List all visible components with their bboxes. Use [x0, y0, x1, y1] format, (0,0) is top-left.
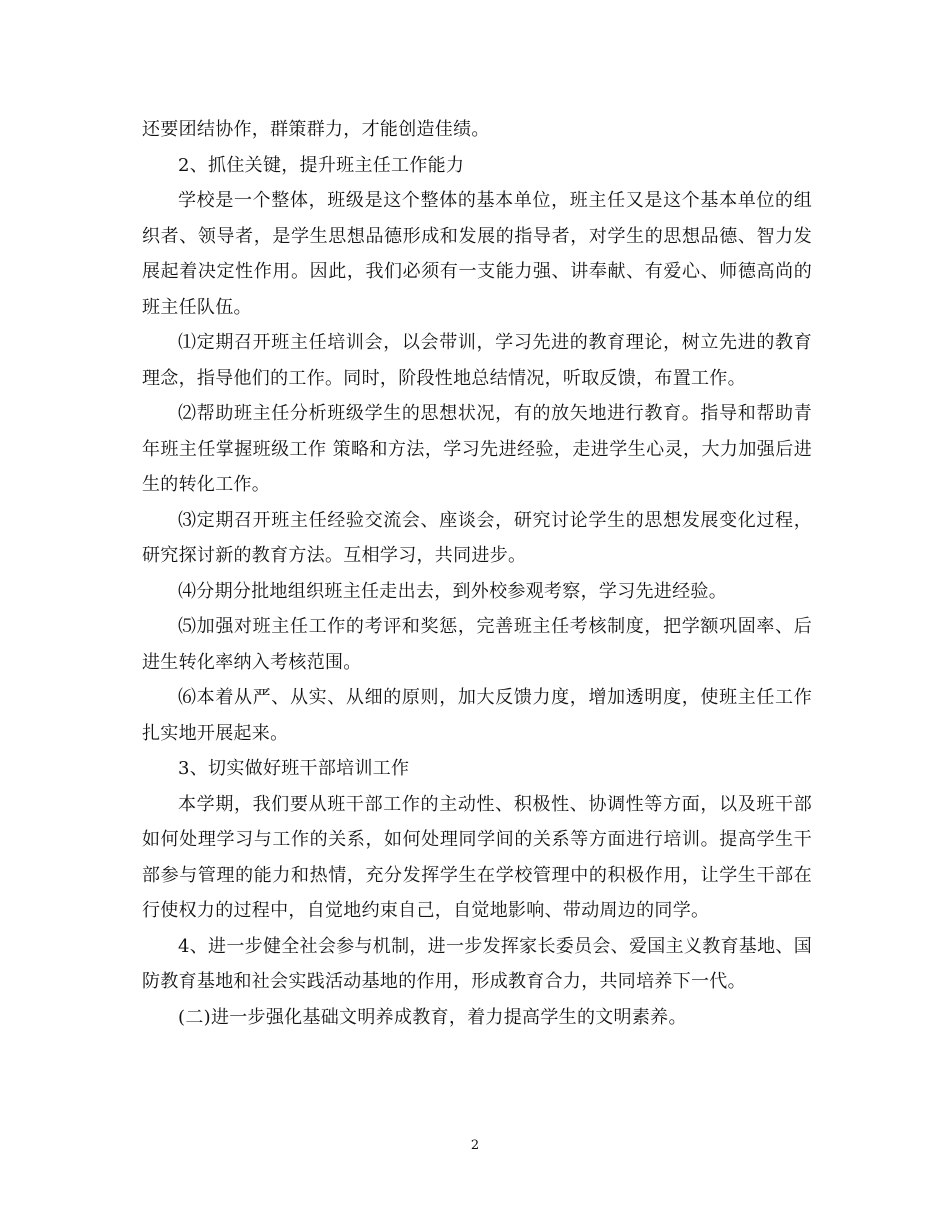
list-item-2: ⑵帮助班主任分析班级学生的思想状况，有的放矢地进行教育。指导和帮助青年班主任掌握班级工作 策略和方法，学习先进经验，走进学生心灵，大力加强后进生的转化工作。 [142, 403, 812, 495]
list-item-6: ⑹本着从严、从实、从细的原则，加大反馈力度，增加透明度，使班主任工作扎实地开展起来。 [142, 687, 812, 744]
page-number: 2 [470, 1138, 480, 1153]
paragraph-continuation: 还要团结协作，群策群力，才能创造佳绩。 [142, 119, 490, 140]
list-item-4: ⑷分期分批地组织班主任走出去，到外校参观考察，学习先进经验。 [178, 580, 727, 602]
section-heading-4: 4、进一步健全社会参与机制，进一步发挥家长委员会、爱国主义教育基地、国防教育基地和社会实践活动基地的作用，形成教育合力，共同培养下一代。 [142, 935, 812, 992]
section-heading-2: 2、抓住关键，提升班主任工作能力 [178, 154, 465, 176]
page-body [142, 112, 812, 1035]
paragraph-school-overview: 学校是一个整体，班级是这个整体的基本单位，班主任又是这个基本单位的组织者、领导者，是学生思想品德形成和发展的指导者，对学生的思想品德、智力发展起着决定性作用。因此，我们必须有一支能力强、讲奉献、有爱心、师德高尚的班主任队伍。 [142, 190, 812, 318]
list-item-5: ⑸加强对班主任工作的考评和奖惩，完善班主任考核制度，把学额巩固率、后进生转化率纳入考核范围。 [142, 616, 812, 673]
paragraph-cadre-training: 本学期，我们要从班干部工作的主动性、积极性、协调性等方面，以及班干部如何处理学习与工作的关系，如何处理同学间的关系等方面进行培训。提高学生干部参与管理的能力和热情，充分发挥学生在学校管理中的积极作用，让学生干部在行使权力的过程中，自觉地约束自己，自觉地影响、带动周边的同学。 [142, 793, 812, 921]
section-heading-part-2: (二)进一步强化基础文明养成教育，着力提高学生的文明素养。 [178, 1006, 687, 1028]
list-item-1: ⑴定期召开班主任培训会，以会带训，学习先进的教育理论，树立先进的教育理念，指导他们的工作。同时，阶段性地总结情况，听取反馈，布置工作。 [142, 332, 812, 389]
section-heading-3: 3、切实做好班干部培训工作 [178, 758, 410, 779]
list-item-3: ⑶定期召开班主任经验交流会、座谈会，研究讨论学生的思想发展变化过程，研究探讨新的教育方法。互相学习，共同进步。 [142, 509, 812, 566]
